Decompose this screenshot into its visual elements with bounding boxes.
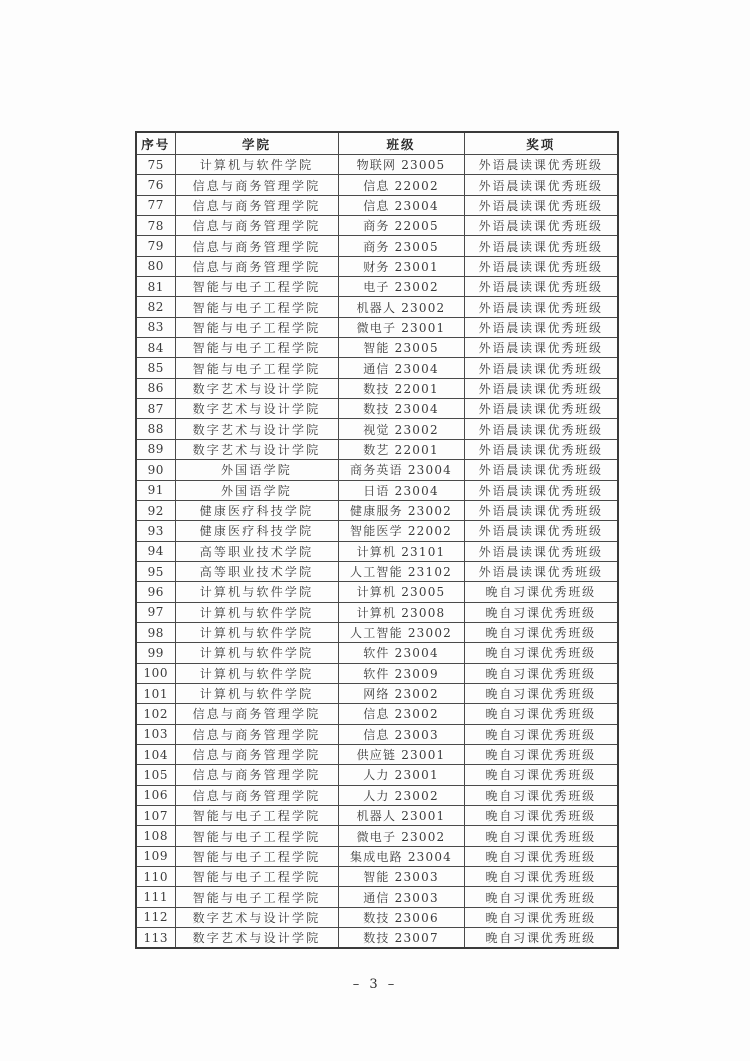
cell-award: 外语晨读课优秀班级 (464, 480, 618, 500)
cell-award: 晚自习课优秀班级 (464, 846, 618, 866)
cell-award: 晚自习课优秀班级 (464, 622, 618, 642)
cell-class: 集成电路 23004 (338, 846, 464, 866)
cell-index: 87 (136, 399, 175, 419)
cell-index: 109 (136, 846, 175, 866)
table-row (136, 480, 618, 500)
cell-index: 95 (136, 561, 175, 581)
cell-index: 83 (136, 317, 175, 337)
table-row (136, 582, 618, 602)
cell-college: 智能与电子工程学院 (175, 887, 338, 907)
cell-award: 晚自习课优秀班级 (464, 744, 618, 764)
cell-class: 计算机 23008 (338, 602, 464, 622)
cell-college: 数字艺术与设计学院 (175, 378, 338, 398)
table-row (136, 378, 618, 398)
cell-college: 健康医疗科技学院 (175, 500, 338, 520)
cell-college: 智能与电子工程学院 (175, 358, 338, 378)
table-row (136, 460, 618, 480)
cell-college: 高等职业技术学院 (175, 541, 338, 561)
table-row (136, 419, 618, 439)
table-row (136, 216, 618, 236)
cell-award: 外语晨读课优秀班级 (464, 561, 618, 581)
page-number: – 3 – (352, 977, 398, 992)
table-row (136, 236, 618, 256)
cell-index: 110 (136, 867, 175, 887)
cell-index: 97 (136, 602, 175, 622)
cell-index: 82 (136, 297, 175, 317)
cell-class: 网络 23002 (338, 683, 464, 703)
cell-class: 软件 23004 (338, 643, 464, 663)
cell-college: 数字艺术与设计学院 (175, 399, 338, 419)
cell-index: 84 (136, 338, 175, 358)
cell-class: 计算机 23101 (338, 541, 464, 561)
cell-college: 信息与商务管理学院 (175, 724, 338, 744)
cell-award: 晚自习课优秀班级 (464, 683, 618, 703)
cell-class: 数技 23004 (338, 399, 464, 419)
cell-class: 信息 23003 (338, 724, 464, 744)
cell-award: 外语晨读课优秀班级 (464, 195, 618, 215)
cell-college: 高等职业技术学院 (175, 561, 338, 581)
cell-college: 信息与商务管理学院 (175, 195, 338, 215)
column-header-class: 班级 (338, 132, 464, 155)
table-row (136, 602, 618, 622)
cell-award: 外语晨读课优秀班级 (464, 378, 618, 398)
cell-class: 信息 23004 (338, 195, 464, 215)
cell-class: 微电子 23002 (338, 826, 464, 846)
table-row (136, 297, 618, 317)
cell-class: 机器人 23002 (338, 297, 464, 317)
cell-class: 供应链 23001 (338, 744, 464, 764)
cell-class: 商务英语 23004 (338, 460, 464, 480)
cell-college: 计算机与软件学院 (175, 663, 338, 683)
cell-index: 100 (136, 663, 175, 683)
cell-award: 外语晨读课优秀班级 (464, 399, 618, 419)
cell-award: 外语晨读课优秀班级 (464, 500, 618, 520)
cell-award: 晚自习课优秀班级 (464, 928, 618, 949)
table-row (136, 399, 618, 419)
cell-award: 晚自习课优秀班级 (464, 582, 618, 602)
cell-award: 外语晨读课优秀班级 (464, 460, 618, 480)
cell-class: 智能医学 22002 (338, 521, 464, 541)
table-row (136, 867, 618, 887)
table-row (136, 765, 618, 785)
cell-college: 数字艺术与设计学院 (175, 419, 338, 439)
cell-class: 商务 23005 (338, 236, 464, 256)
cell-class: 机器人 23001 (338, 806, 464, 826)
table-row (136, 683, 618, 703)
cell-college: 计算机与软件学院 (175, 602, 338, 622)
cell-award: 晚自习课优秀班级 (464, 887, 618, 907)
table-row (136, 846, 618, 866)
cell-index: 102 (136, 704, 175, 724)
cell-award: 晚自习课优秀班级 (464, 643, 618, 663)
cell-award: 晚自习课优秀班级 (464, 724, 618, 744)
table-header-row (136, 132, 618, 155)
table-row (136, 155, 618, 175)
cell-award: 外语晨读课优秀班级 (464, 175, 618, 195)
cell-college: 信息与商务管理学院 (175, 256, 338, 276)
cell-index: 92 (136, 500, 175, 520)
cell-award: 晚自习课优秀班级 (464, 785, 618, 805)
cell-class: 人工智能 23002 (338, 622, 464, 642)
cell-college: 信息与商务管理学院 (175, 785, 338, 805)
cell-class: 智能 23003 (338, 867, 464, 887)
cell-college: 信息与商务管理学院 (175, 765, 338, 785)
cell-college: 数字艺术与设计学院 (175, 928, 338, 949)
table-body (136, 155, 618, 949)
cell-index: 98 (136, 622, 175, 642)
cell-index: 90 (136, 460, 175, 480)
cell-class: 人工智能 23102 (338, 561, 464, 581)
cell-award: 晚自习课优秀班级 (464, 867, 618, 887)
cell-index: 103 (136, 724, 175, 744)
cell-award: 外语晨读课优秀班级 (464, 439, 618, 459)
table-row (136, 500, 618, 520)
cell-index: 91 (136, 480, 175, 500)
table-row (136, 744, 618, 764)
cell-award: 外语晨读课优秀班级 (464, 297, 618, 317)
table-row (136, 928, 618, 949)
cell-college: 计算机与软件学院 (175, 155, 338, 175)
cell-award: 外语晨读课优秀班级 (464, 256, 618, 276)
cell-college: 智能与电子工程学院 (175, 826, 338, 846)
cell-index: 94 (136, 541, 175, 561)
cell-college: 计算机与软件学院 (175, 582, 338, 602)
cell-award: 晚自习课优秀班级 (464, 663, 618, 683)
cell-index: 86 (136, 378, 175, 398)
cell-award: 外语晨读课优秀班级 (464, 419, 618, 439)
cell-class: 信息 22002 (338, 175, 464, 195)
table-row (136, 541, 618, 561)
table-row (136, 338, 618, 358)
cell-college: 外国语学院 (175, 460, 338, 480)
table-row (136, 806, 618, 826)
cell-class: 数技 23007 (338, 928, 464, 949)
cell-award: 晚自习课优秀班级 (464, 907, 618, 927)
cell-college: 数字艺术与设计学院 (175, 439, 338, 459)
cell-college: 信息与商务管理学院 (175, 236, 338, 256)
cell-index: 89 (136, 439, 175, 459)
cell-award: 晚自习课优秀班级 (464, 826, 618, 846)
cell-award: 外语晨读课优秀班级 (464, 277, 618, 297)
cell-award: 外语晨读课优秀班级 (464, 236, 618, 256)
cell-award: 晚自习课优秀班级 (464, 806, 618, 826)
cell-index: 104 (136, 744, 175, 764)
cell-index: 106 (136, 785, 175, 805)
table-row (136, 317, 618, 337)
cell-class: 智能 23005 (338, 338, 464, 358)
cell-class: 物联网 23005 (338, 155, 464, 175)
table-row (136, 826, 618, 846)
cell-class: 数技 23006 (338, 907, 464, 927)
cell-college: 信息与商务管理学院 (175, 704, 338, 724)
cell-college: 计算机与软件学院 (175, 622, 338, 642)
table-row (136, 195, 618, 215)
table-row (136, 785, 618, 805)
cell-index: 108 (136, 826, 175, 846)
cell-index: 75 (136, 155, 175, 175)
cell-college: 智能与电子工程学院 (175, 317, 338, 337)
cell-index: 96 (136, 582, 175, 602)
cell-college: 外国语学院 (175, 480, 338, 500)
cell-college: 智能与电子工程学院 (175, 867, 338, 887)
table-row (136, 175, 618, 195)
cell-award: 外语晨读课优秀班级 (464, 317, 618, 337)
cell-college: 健康医疗科技学院 (175, 521, 338, 541)
cell-class: 计算机 23005 (338, 582, 464, 602)
table-row (136, 663, 618, 683)
cell-index: 113 (136, 928, 175, 949)
cell-award: 外语晨读课优秀班级 (464, 541, 618, 561)
table-row (136, 724, 618, 744)
cell-class: 财务 23001 (338, 256, 464, 276)
cell-index: 111 (136, 887, 175, 907)
cell-award: 外语晨读课优秀班级 (464, 155, 618, 175)
cell-college: 信息与商务管理学院 (175, 175, 338, 195)
column-header-college: 学院 (175, 132, 338, 155)
table-row (136, 439, 618, 459)
cell-college: 计算机与软件学院 (175, 683, 338, 703)
cell-award: 外语晨读课优秀班级 (464, 338, 618, 358)
cell-class: 软件 23009 (338, 663, 464, 683)
cell-index: 79 (136, 236, 175, 256)
cell-index: 99 (136, 643, 175, 663)
cell-award: 外语晨读课优秀班级 (464, 358, 618, 378)
cell-index: 88 (136, 419, 175, 439)
column-header-award: 奖项 (464, 132, 618, 155)
cell-index: 105 (136, 765, 175, 785)
cell-college: 信息与商务管理学院 (175, 744, 338, 764)
cell-class: 数技 22001 (338, 378, 464, 398)
cell-class: 通信 23003 (338, 887, 464, 907)
cell-index: 93 (136, 521, 175, 541)
table-row (136, 256, 618, 276)
cell-college: 智能与电子工程学院 (175, 806, 338, 826)
cell-index: 78 (136, 216, 175, 236)
cell-index: 101 (136, 683, 175, 703)
table-row (136, 622, 618, 642)
cell-class: 视觉 23002 (338, 419, 464, 439)
cell-class: 数艺 22001 (338, 439, 464, 459)
awards-table (135, 131, 619, 949)
table-row (136, 277, 618, 297)
cell-class: 人力 23002 (338, 785, 464, 805)
cell-college: 数字艺术与设计学院 (175, 907, 338, 927)
cell-index: 76 (136, 175, 175, 195)
cell-college: 智能与电子工程学院 (175, 297, 338, 317)
cell-award: 晚自习课优秀班级 (464, 704, 618, 724)
cell-college: 信息与商务管理学院 (175, 216, 338, 236)
cell-award: 外语晨读课优秀班级 (464, 521, 618, 541)
cell-college: 智能与电子工程学院 (175, 338, 338, 358)
cell-award: 晚自习课优秀班级 (464, 602, 618, 622)
cell-college: 智能与电子工程学院 (175, 846, 338, 866)
table-row (136, 521, 618, 541)
cell-college: 智能与电子工程学院 (175, 277, 338, 297)
cell-class: 电子 23002 (338, 277, 464, 297)
cell-index: 85 (136, 358, 175, 378)
cell-index: 77 (136, 195, 175, 215)
cell-class: 信息 23002 (338, 704, 464, 724)
cell-college: 计算机与软件学院 (175, 643, 338, 663)
cell-class: 商务 22005 (338, 216, 464, 236)
cell-class: 日语 23004 (338, 480, 464, 500)
cell-class: 微电子 23001 (338, 317, 464, 337)
table-row (136, 358, 618, 378)
cell-index: 80 (136, 256, 175, 276)
cell-class: 通信 23004 (338, 358, 464, 378)
cell-index: 107 (136, 806, 175, 826)
cell-index: 112 (136, 907, 175, 927)
cell-class: 人力 23001 (338, 765, 464, 785)
cell-award: 外语晨读课优秀班级 (464, 216, 618, 236)
cell-class: 健康服务 23002 (338, 500, 464, 520)
table-row (136, 887, 618, 907)
cell-index: 81 (136, 277, 175, 297)
cell-award: 晚自习课优秀班级 (464, 765, 618, 785)
table-row (136, 704, 618, 724)
table-row (136, 643, 618, 663)
table-row (136, 561, 618, 581)
column-header-index: 序号 (136, 132, 175, 155)
table-row (136, 907, 618, 927)
